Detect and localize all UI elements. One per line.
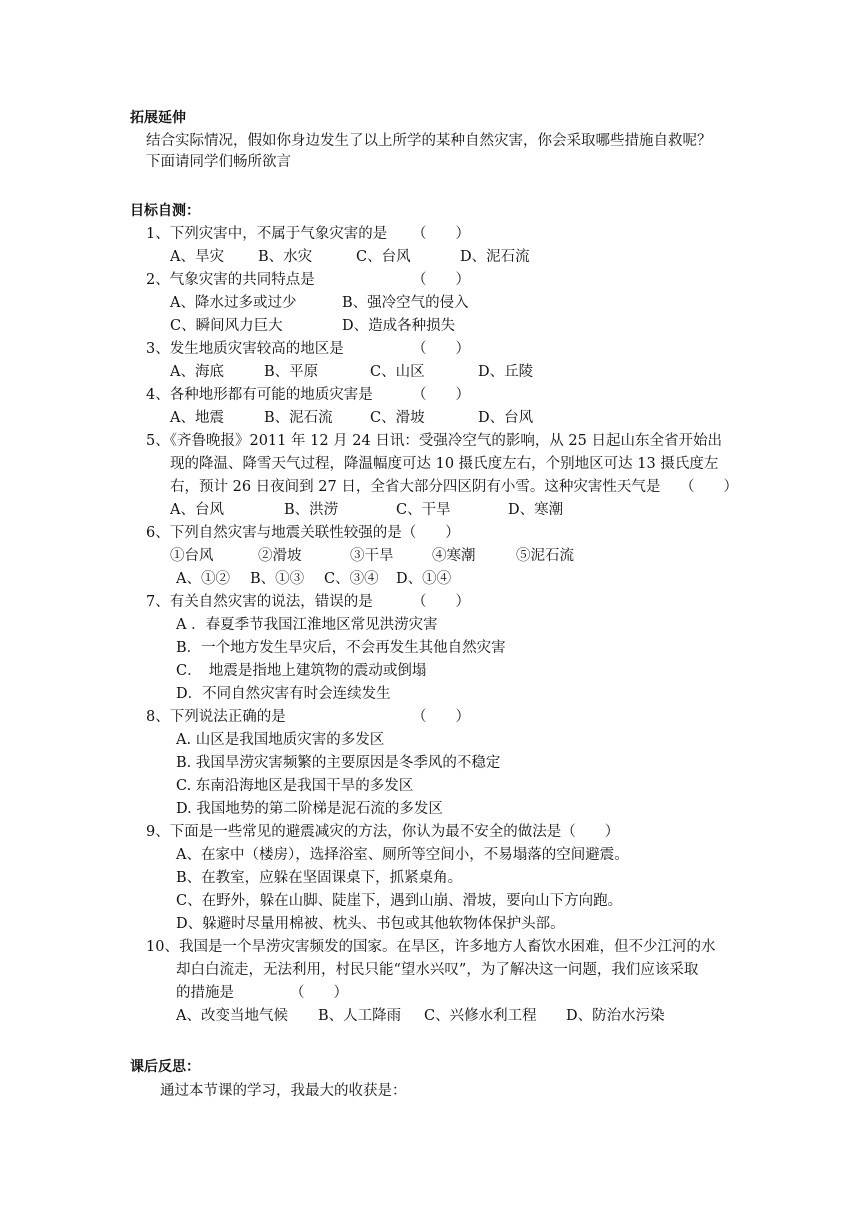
q8-stem: 8、下列说法正确的是 (146, 709, 286, 725)
q10-option-a: A、改变当地气候 (176, 1008, 288, 1024)
q4-option-d: D、台风 (478, 410, 534, 426)
q1-option-b: B、水灾 (258, 249, 313, 265)
q5-line-3: 右，预计 26 日夜间到 27 日，全省大部分四区阴有小雪。这种灾害性天气是 (170, 479, 661, 495)
q9-option-c: C、在野外，躲在山脚、陡崖下，遇到山崩、滑坡，要向山下方向跑。 (176, 893, 623, 909)
q6-stem: 6、下列自然灾害与地震关联性较强的是（ ） (146, 525, 460, 541)
q4-option-b: B、泥石流 (264, 410, 333, 426)
q9-option-a: A、在家中（楼房），选择浴室、厕所等空间小，不易塌落的空间避震。 (176, 847, 629, 863)
q2-option-c: C、瞬间风力巨大 (170, 318, 283, 334)
q8-option-b: B. 我国旱涝灾害频繁的主要原因是冬季风的不稳定 (176, 755, 501, 771)
q8-option-c: C. 东南沿海地区是我国干旱的多发区 (176, 778, 414, 794)
q7-option-d: D．不同自然灾害有时会连续发生 (176, 686, 391, 702)
q3-option-c: C、山区 (370, 364, 425, 380)
q6-item-4: ④寒潮 (432, 548, 476, 564)
q10-option-b: B、人工降雨 (318, 1008, 402, 1024)
q5-option-c: C、干旱 (396, 502, 451, 518)
q7-option-a: A ．春夏季节我国江淮地区常见洪涝灾害 (176, 617, 438, 633)
q6-item-1: ①台风 (170, 548, 214, 564)
q4-bracket: （ ） (412, 387, 470, 403)
q7-option-b: B．一个地方发生旱灾后，不会再发生其他自然灾害 (176, 640, 506, 656)
q1-stem: 1、下列灾害中，不属于气象灾害的是 (146, 226, 388, 242)
q4-option-c: C、滑坡 (370, 410, 425, 426)
q10-option-d: D、防治水污染 (566, 1008, 665, 1024)
q5-line-2: 现的降温、降雪天气过程，降温幅度可达 10 摄氏度左右，个别地区可达 13 摄氏度左 (170, 456, 719, 472)
q3-option-a: A、海底 (170, 364, 224, 380)
q8-option-d: D. 我国地势的第二阶梯是泥石流的多发区 (176, 801, 443, 817)
q9-option-b: B、在教室，应躲在坚固课桌下，抓紧桌角。 (176, 870, 463, 886)
q5-option-b: B、洪涝 (284, 502, 339, 518)
q9-stem: 9、下面是一些常见的避震减灾的方法，你认为最不安全的做法是（ ） (146, 824, 620, 840)
q8-bracket: （ ） (412, 709, 470, 725)
q6-option-b: B、①③ (250, 571, 305, 587)
q7-bracket: （ ） (412, 594, 470, 610)
q7-stem: 7、有关自然灾害的说法，错误的是 (146, 594, 373, 610)
q6-option-d: D、①④ (396, 571, 452, 587)
q2-bracket: （ ） (412, 272, 470, 288)
q2-option-b: B、强冷空气的侵入 (342, 295, 469, 311)
q6-option-c: C、③④ (324, 571, 379, 587)
q1-bracket: （ ） (412, 226, 470, 242)
reflection-heading: 课后反思： (130, 1059, 200, 1075)
q5-option-a: A、台风 (170, 502, 224, 518)
q6-item-2: ②滑坡 (258, 548, 302, 564)
selftest-heading: 目标自测： (130, 203, 200, 219)
q3-option-b: B、平原 (264, 364, 319, 380)
q4-option-a: A、地震 (170, 410, 224, 426)
q5-option-d: D、寒潮 (508, 502, 564, 518)
q2-option-d: D、造成各种损失 (342, 318, 456, 334)
reflection-line-1: 通过本节课的学习，我最大的收获是： (160, 1083, 407, 1099)
q1-option-a: A、旱灾 (170, 249, 224, 265)
q7-option-c: C． 地震是指地上建筑物的震动或倒塌 (176, 663, 427, 679)
q10-line-3: 的措施是 (176, 985, 234, 1001)
q9-option-d: D、躲避时尽量用棉被、枕头、书包或其他软物体保护头部。 (176, 916, 565, 932)
q8-option-a: A. 山区是我国地质灾害的多发区 (176, 732, 385, 748)
q10-line-2: 却白白流走，无法利用，村民只能“望水兴叹”，为了解决这一问题，我们应该采取 (176, 962, 699, 978)
q3-option-d: D、丘陵 (478, 364, 534, 380)
q6-item-3: ③干旱 (350, 548, 394, 564)
q2-stem: 2、气象灾害的共同特点是 (146, 272, 315, 288)
q6-item-5: ⑤泥石流 (516, 548, 574, 564)
q10-option-c: C、兴修水利工程 (424, 1008, 537, 1024)
q4-stem: 4、各种地形都有可能的地质灾害是 (146, 387, 373, 403)
q1-option-d: D、泥石流 (460, 249, 530, 265)
q5-bracket: （ ） (680, 479, 738, 495)
extension-heading: 拓展延伸 (130, 110, 186, 126)
q3-stem: 3、发生地质灾害较高的地区是 (146, 341, 344, 357)
q10-bracket: （ ） (290, 985, 348, 1001)
q2-option-a: A、降水过多或过少 (170, 295, 297, 311)
q6-option-a: A、①② (176, 571, 230, 587)
q3-bracket: （ ） (412, 341, 470, 357)
q1-option-c: C、台风 (356, 249, 411, 265)
q5-line-1: 5、《齐鲁晚报》2011 年 12 月 24 日讯：受强冷空气的影响，从 25 日起山东全省开始出 (146, 433, 722, 449)
extension-line-2: 下面请同学们畅所欲言 (146, 154, 291, 170)
extension-line-1: 结合实际情况，假如你身边发生了以上所学的某种自然灾害，你会采取哪些措施自救呢？ (146, 133, 712, 149)
q10-line-1: 10、我国是一个旱涝灾害频发的国家。在旱区，许多地方人畜饮水困难，但不少江河的水 (146, 939, 716, 955)
